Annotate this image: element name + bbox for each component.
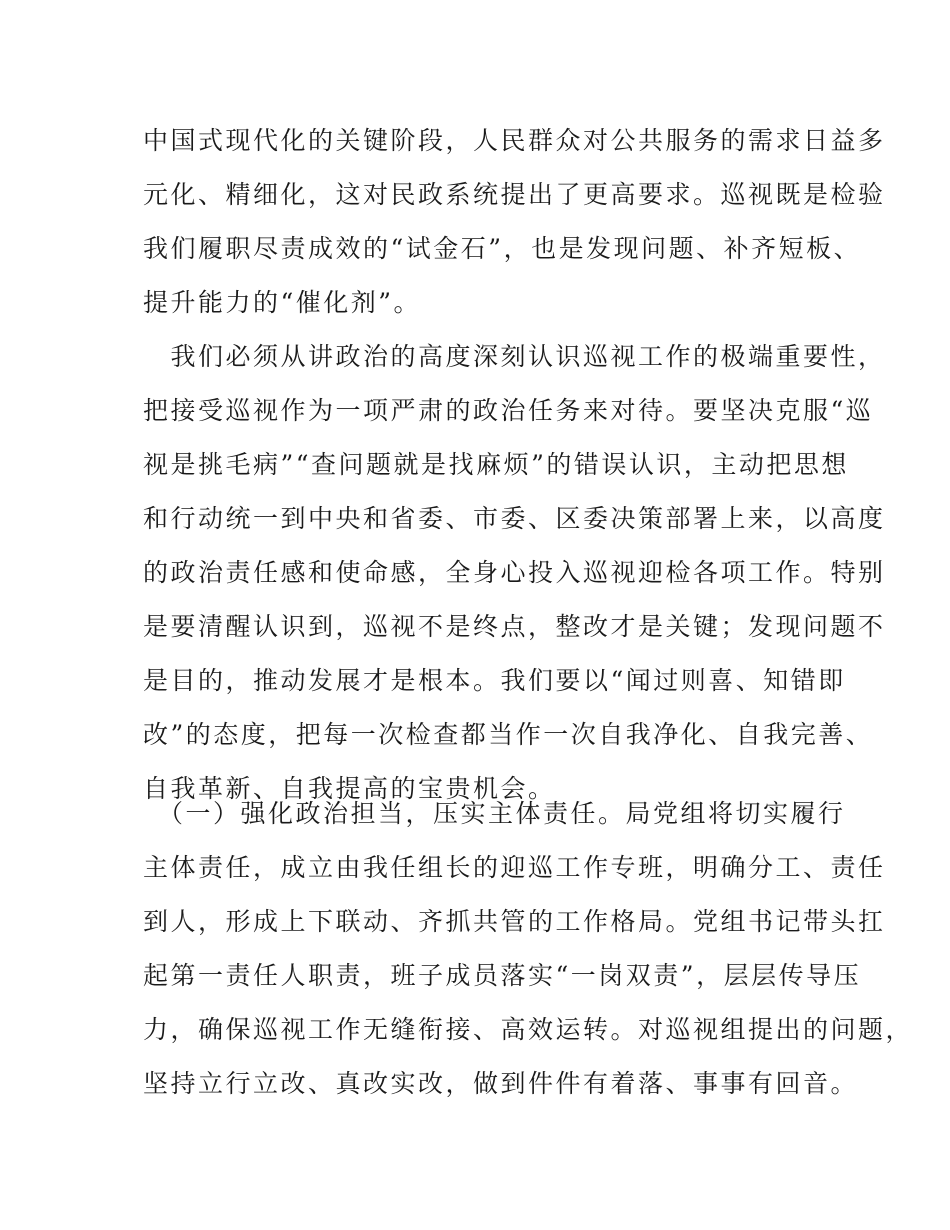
text-line: 是目的，推动发展才是根本。我们要以“闻过则喜、知错即	[143, 666, 846, 695]
text-line: 我们履职尽责成效的“试金石”，也是发现问题、补齐短板、	[143, 234, 862, 263]
text-line: 主体责任，成立由我任组长的迎巡工作专班，明确分工、责任	[143, 853, 886, 882]
text-line: 把接受巡视作为一项严肃的政治任务来对待。要坚决克服“巡	[143, 396, 874, 425]
text-line: 中国式现代化的关键阶段，人民群众对公共服务的需求日益多	[143, 126, 886, 155]
text-line: 提升能力的“催化剂”。	[143, 288, 422, 317]
text-line: 力，确保巡视工作无缝衔接、高效运转。对巡视组提出的问题，	[143, 1015, 914, 1044]
paragraph-intro	[143, 114, 886, 330]
text-line: 视是挑毛病”“查问题就是找麻烦”的错误认识，主动把思想	[143, 450, 849, 479]
text-line: 元化、精细化，这对民政系统提出了更高要求。巡视既是检验	[143, 180, 886, 209]
text-line: 是要清醒认识到，巡视不是终点，整改才是关键；发现问题不	[143, 612, 886, 641]
text-line: 改”的态度，把每一次检查都当作一次自我净化、自我完善、	[143, 720, 874, 749]
text-line: 到人，形成上下联动、齐抓共管的工作格局。党组书记带头扛	[143, 907, 886, 936]
text-line: 起第一责任人职责，班子成员落实“一岗双责”，层层传导压	[143, 961, 862, 990]
text-line: （一）强化政治担当，压实主体责任。局党组将切实履行	[143, 799, 846, 828]
paragraph-section-one	[143, 787, 914, 1111]
text-line: 和行动统一到中央和省委、市委、区委决策部署上来，以高度	[143, 504, 886, 533]
text-line: 坚持立行立改、真改实改，做到件件有着落、事事有回音。	[143, 1069, 859, 1098]
text-line: 的政治责任感和使命感，全身心投入巡视迎检各项工作。特别	[143, 558, 886, 587]
paragraph-importance	[143, 330, 886, 816]
text-line: 自我革新、自我提高的宝贵机会。	[143, 774, 556, 803]
text-line: 我们必须从讲政治的高度深刻认识巡视工作的极端重要性，	[143, 342, 886, 371]
